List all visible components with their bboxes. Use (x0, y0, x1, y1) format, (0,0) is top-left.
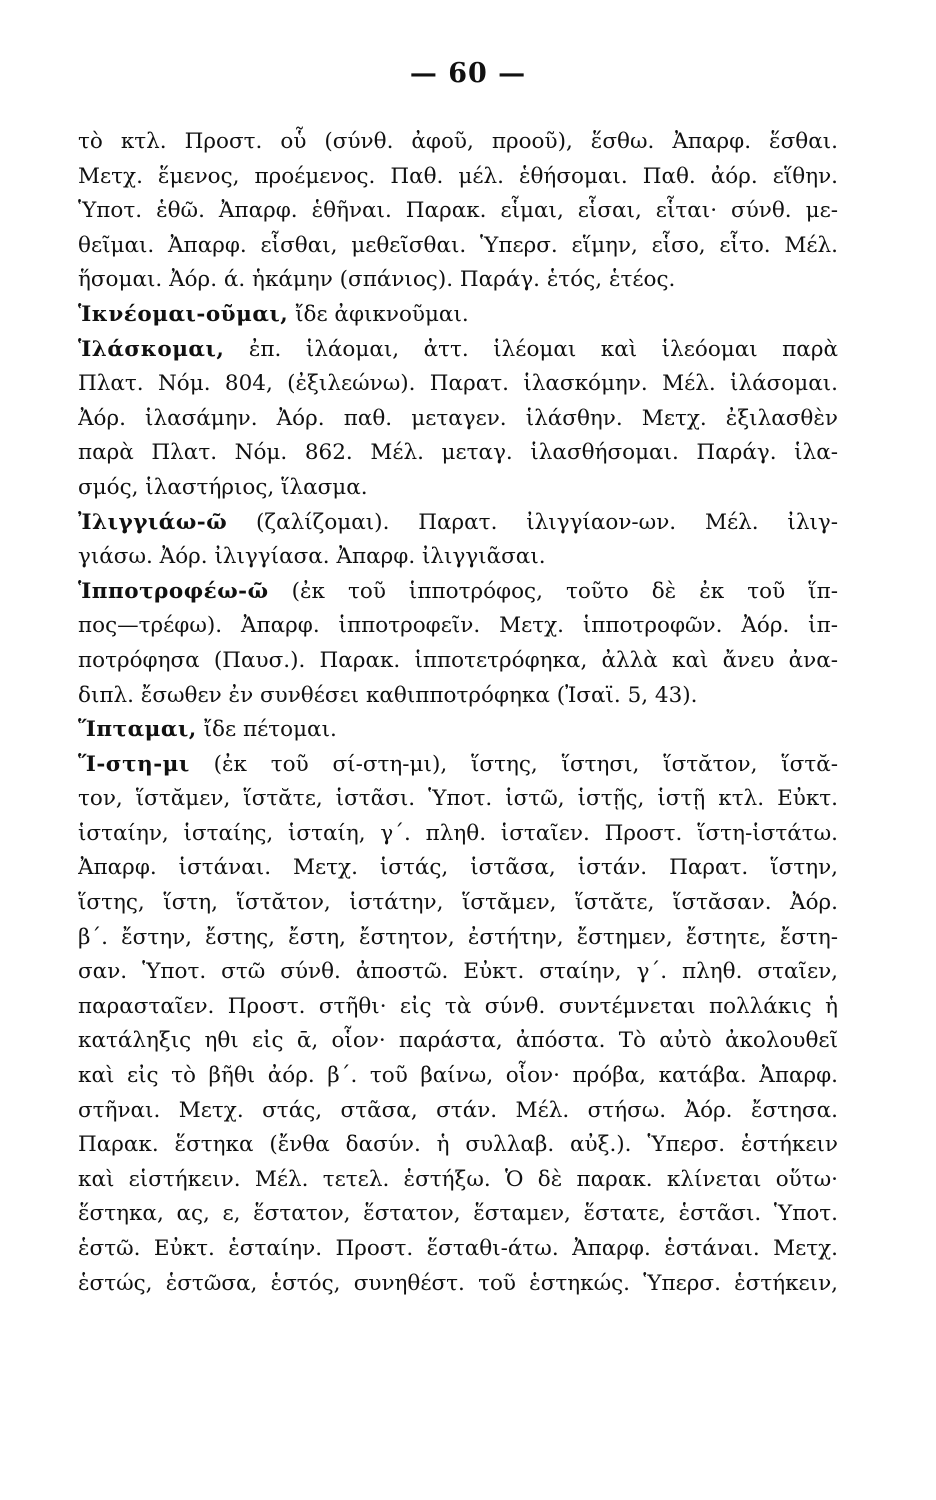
line-text: ἑστῶ. Εὐκτ. ἑσταίην. Προστ. ἕσταθι-άτω. Ἀπαρφ. ἑστάναι. Μετχ. (78, 1236, 838, 1261)
text-line (78, 1024, 838, 1059)
text-line (78, 125, 838, 160)
line-text: κατάληξις ηθι εἰς ᾱ, οἷον· παράστα, ἀπόστα. Τὸ αὐτὸ ἀκολουθεῖ (78, 1028, 838, 1054)
text-line (78, 886, 838, 921)
line-text: ἵστης, ἵστη, ἵστᾰτον, ἱστάτην, ἵστᾰμεν, ἵστᾰτε, ἵστᾰσαν. Ἀόρ. (78, 890, 838, 916)
line-text: θεῖμαι. Ἀπαρφ. εἷσθαι, μεθεῖσθαι. Ὑπερσ. εἵμην, εἷσο, εἷτο. Μέλ. (78, 232, 838, 258)
text-line (78, 575, 838, 610)
line-text: ἕστηκα, ας, ε, ἕστατον, ἕστατον, ἕσταμεν, ἕστατε, ἑστᾶσι. Ὑποτ. (78, 1201, 838, 1227)
line-text: Πλατ. Νόμ. 804, (ἐξιλεώνω). Παρατ. ἱλασκόμην. Μέλ. ἱλάσομαι. (78, 371, 838, 397)
entry-headword: Ἵ-στη-μι (78, 751, 190, 777)
text-line (78, 1094, 838, 1129)
line-text: Παρακ. ἕστηκα (ἔνθα δασύν. ἡ συλλαβ. αὐξ.). Ὑπερσ. ἑστήκειν (78, 1132, 838, 1158)
line-text: Μετχ. ἕμενος, προέμενος. Παθ. μέλ. ἑθήσομαι. Παθ. ἀόρ. εἵθην. (78, 163, 838, 189)
text-line (78, 748, 838, 783)
entry-headword: Ἱκνέομαι-οῦμαι, (78, 301, 289, 327)
dictionary-text (78, 125, 838, 1301)
line-text: τον, ἵστᾰμεν, ἵστᾰτε, ἱστᾶσι. Ὑποτ. ἱστῶ, ἱστῇς, ἱστῇ κτλ. Εὐκτ. (78, 786, 838, 812)
line-text: παρασταῖεν. Προστ. στῆθι· εἰς τὰ σύνθ. συντέμνεται πολλάκις ἡ (78, 993, 838, 1019)
text-line (78, 263, 838, 298)
text-line (78, 609, 838, 644)
text-line (78, 782, 838, 817)
text-line (78, 851, 838, 886)
line-text: Ὑποτ. ἑθῶ. Ἀπαρφ. ἑθῆναι. Παρακ. εἷμαι, εἷσαι, εἷται· σύνθ. με- (78, 198, 838, 224)
line-text: καὶ εἱστήκειν. Μέλ. τετελ. ἑστήξω. Ὁ δὲ παρακ. κλίνεται οὕτω· (78, 1166, 838, 1192)
line-text: ἥσομαι. Ἀόρ. ά. ἡκάμην (σπάνιος). Παράγ. ἑτός, ἑτέος. (78, 267, 676, 293)
text-line (78, 333, 838, 368)
text-line (78, 229, 838, 264)
line-text: γιάσω. Ἀόρ. ἰλιγγίασα. Ἀπαρφ. ἰλιγγιᾶσαι. (78, 544, 546, 570)
text-line (78, 713, 838, 748)
line-text: (ἐκ τοῦ σί-στη-μι), ἵστης, ἵστησι, ἵστᾰτον, ἵστᾰ- (189, 751, 838, 777)
text-line (78, 679, 838, 714)
text-line (78, 1059, 838, 1094)
line-text: ποτρόφησα (Παυσ.). Παρακ. ἱπποτετρόφηκα, ἀλλὰ καὶ ἄνευ ἀνα- (78, 647, 838, 673)
line-text: ἐπ. ἱλάομαι, ἀττ. ἱλέομαι καὶ ἱλεόομαι παρὰ (224, 336, 838, 362)
text-line (78, 436, 838, 471)
line-text: σμός, ἱλαστήριος, ἵλασμα. (78, 474, 368, 500)
text-line (78, 1197, 838, 1232)
text-line (78, 1267, 838, 1302)
page-number: — 60 — (409, 58, 527, 89)
line-text: τὸ κτλ. Προστ. οὗ (σύνθ. ἀφοῦ, προοῦ), ἕσθω. Ἀπαρφ. ἕσθαι. (78, 129, 838, 154)
line-text: σαν. Ὑποτ. στῶ σύνθ. ἀποστῶ. Εὐκτ. σταίην, γ΄. πληθ. σταῖεν, (78, 959, 838, 985)
text-line (78, 298, 838, 333)
line-text: πος—τρέφω). Ἀπαρφ. ἱπποτροφεῖν. Μετχ. ἱπποτροφῶν. Ἀόρ. ἱπ- (78, 613, 838, 639)
entry-headword: Ἱπποτροφέω-ῶ (78, 578, 269, 604)
text-line (78, 194, 838, 229)
entry-headword: Ἵπταμαι, (78, 717, 197, 743)
entry-headword: Ἱλάσκομαι, (78, 336, 225, 362)
text-line (78, 817, 838, 852)
line-text: Ἀπαρφ. ἱστάναι. Μετχ. ἱστάς, ἱστᾶσα, ἱστάν. Παρατ. ἵστην, (78, 855, 838, 881)
text-line (78, 506, 838, 541)
line-text: β΄. ἔστην, ἔστης, ἔστη, ἔστητον, ἐστήτην, ἔστημεν, ἔστητε, ἔστη- (78, 924, 838, 950)
line-text: διπλ. ἔσωθεν ἐν συνθέσει καθιπποτρόφηκα (Ἰσαϊ. 5, 43). (78, 682, 698, 708)
text-line (78, 1163, 838, 1198)
line-text: παρὰ Πλατ. Νόμ. 862. Μέλ. μεταγ. ἱλασθήσομαι. Παράγ. ἱλα- (78, 440, 838, 466)
text-line (78, 1232, 838, 1267)
text-line (78, 921, 838, 956)
text-line (78, 1128, 838, 1163)
entry-headword: Ἰλιγγιάω-ῶ (78, 509, 228, 535)
text-line (78, 367, 838, 402)
line-text: ἴδε ἀφικνοῦμαι. (288, 301, 469, 327)
line-text: (ἐκ τοῦ ἱπποτρόφος, τοῦτο δὲ ἐκ τοῦ ἵπ- (268, 578, 838, 604)
line-text: ἱσταίην, ἱσταίης, ἱσταίη, γ΄. πληθ. ἱσταῖεν. Προστ. ἵστη-ἱστάτω. (78, 820, 838, 846)
line-text: ἴδε πέτομαι. (196, 717, 337, 743)
line-text: Ἀόρ. ἱλασάμην. Ἀόρ. παθ. μεταγεν. ἱλάσθην. Μετχ. ἐξιλασθὲν (78, 405, 838, 431)
text-line (78, 644, 838, 679)
line-text: (ζαλίζομαι). Παρατ. ἰλιγγίαον-ων. Μέλ. ἰλιγ- (227, 509, 838, 535)
text-line (78, 402, 838, 437)
text-line (78, 990, 838, 1025)
text-line (78, 540, 838, 575)
line-text: ἑστώς, ἑστῶσα, ἑστός, συνηθέστ. τοῦ ἑστηκώς. Ὑπερσ. ἑστήκειν, (78, 1270, 838, 1296)
text-line (78, 471, 838, 506)
line-text: στῆναι. Μετχ. στάς, στᾶσα, στάν. Μέλ. στήσω. Ἀόρ. ἔστησα. (78, 1097, 838, 1123)
line-text: καὶ εἰς τὸ βῆθι ἀόρ. β΄. τοῦ βαίνω, οἷον· πρόβα, κατάβα. Ἀπαρφ. (78, 1063, 838, 1089)
text-line (78, 160, 838, 195)
text-line (78, 955, 838, 990)
